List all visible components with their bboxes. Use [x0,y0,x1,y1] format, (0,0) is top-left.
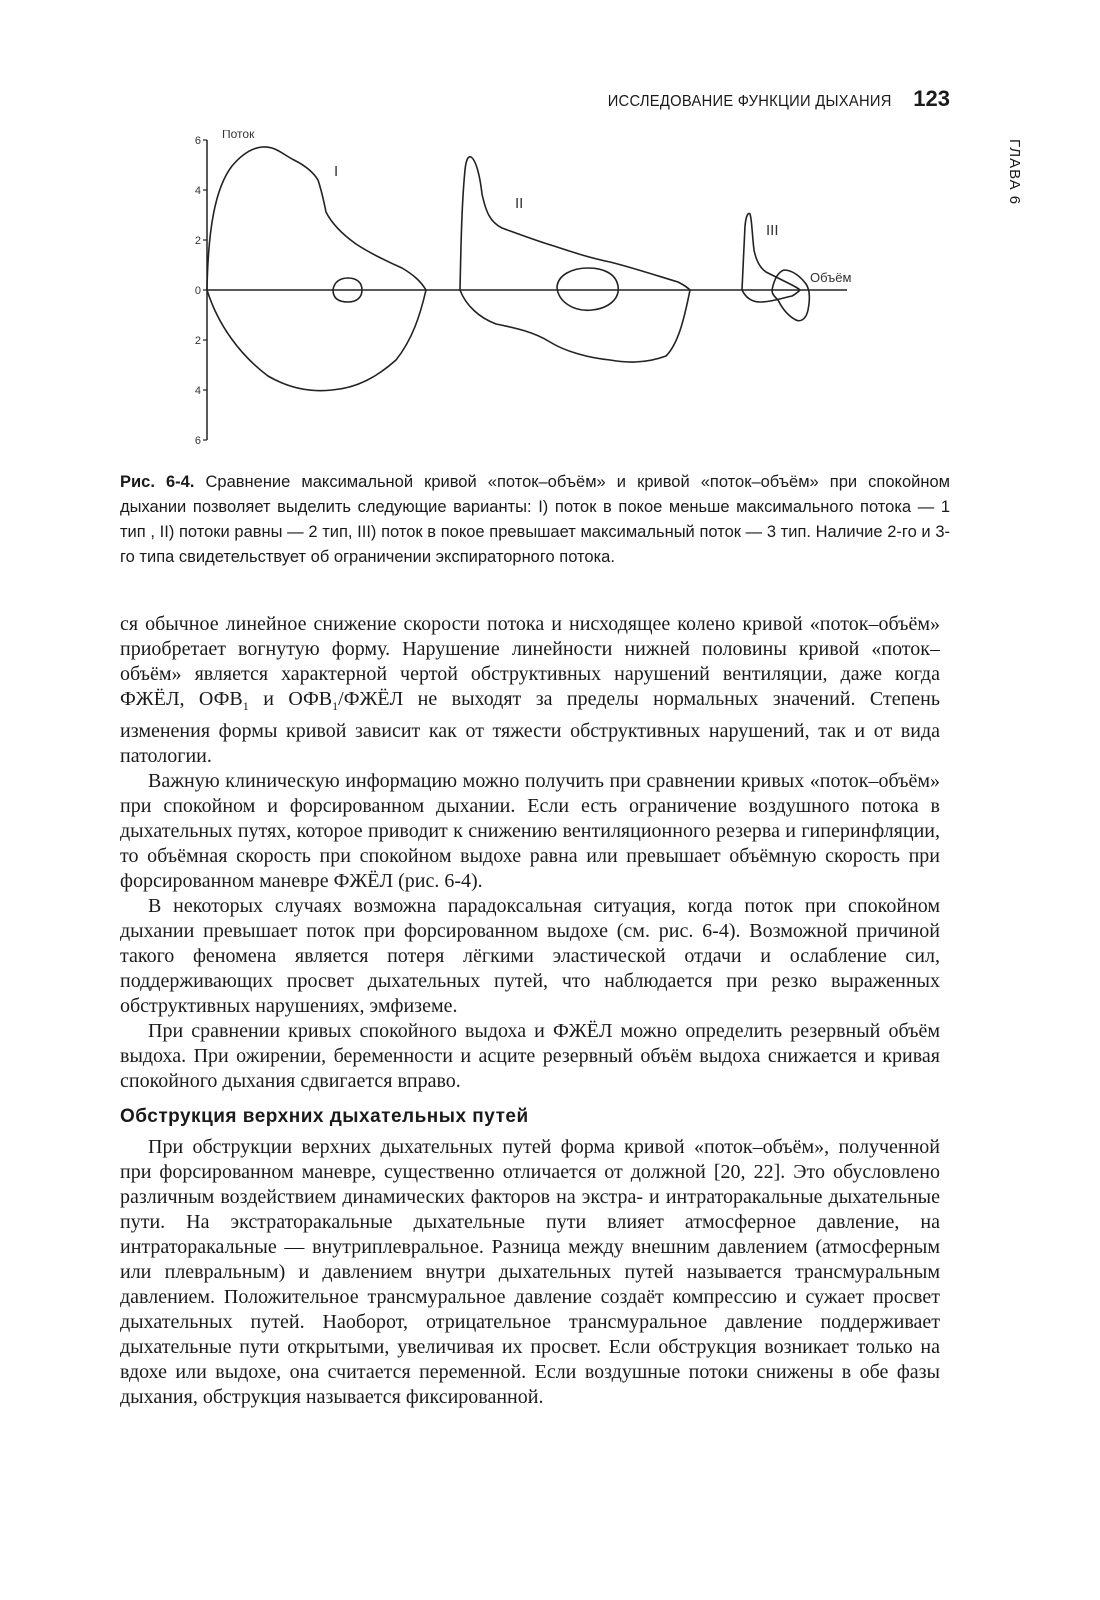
chapter-tab: ГЛАВА 6 [1006,139,1023,206]
y-axis-label: Поток [222,130,255,141]
flow-volume-plot [190,130,870,460]
paragraph: ся обычное линейное снижение скорости потока и нисходящее колено кривой «поток–объём» приобретает вогнутую форму. Нарушение линейности нижней половины кривой «поток–объём» является характерной чертой обструктивных нарушений вентиляции, даже когда ФЖЁЛ, $ОФВ_1$ и $ОФВ_1$/ФЖЁЛ не выходят за пределы нормальных значений. Степень изменения формы кривой зависит как от тяжести обструктивных нарушений, так и от вида патологии. [120,613,940,767]
paragraph: В некоторых случаях возможна парадоксальная ситуация, когда поток при спокойном дыхании превышает поток при форсированном выдохе (см. рис. 6-4). Возможной причиной такого феномена является потеря лёгкими эластической отдачи и ослабление сил, поддерживающих просвет дыхательных путей, что наблюдается при резко выраженных обструктивных нарушениях, эмфиземе. [120,895,940,1017]
paragraph: При обструкции верхних дыхательных путей форма кривой «поток–объём», полученной при форсированном маневре, существенно отличается от должной [20, 22]. Это обусловлено различным воздействием динамических факторов на экстра- и интраторакальные дыхательные пути. На экстраторакальные дыхательные пути влияет атмосферное давление, на интраторакальные — внутриплевральное. Разница между внешним давлением (атмосферным или плевральным) и давлением внутри дыхательных путей называется трансмуральным давлением. Положительное трансмуральное давление создаёт компрессию и сужает просвет дыхательных путей. Наоборот, отрицательное трансмуральное давление поддерживает дыхательные пути открытыми, увеличивая их просвет. Если обструкция возникает только на вдохе или выдохе, она считается переменной. Если воздушные потоки снижены в обе фазы дыхания, обструкция называется фиксированной. [120,1136,940,1408]
y-tick-label: 2 [194,235,201,247]
figure-caption [120,470,950,570]
figure-caption-label: Рис. 6-4. [120,473,195,491]
running-title: ИССЛЕДОВАНИЕ ФУНКЦИИ ДЫХАНИЯ [607,93,892,110]
page-number: 123 [913,86,950,111]
paragraph: Важную клиническую информацию можно получить при сравнении кривых «поток–объём» при спокойном и форсированном дыхании. Если есть ограничение воздушного потока в дыхательных путях, которое приводит к снижению вентиляционного резерва и гиперинфляции, то объёмная скорость при спокойном выдохе равна или превышает объёмную скорость при форсированном маневре ФЖЁЛ (рис. 6-4). [120,770,940,892]
figure-caption-text: Сравнение максимальной кривой «поток–объём» и кривой «поток–объём» при спокойном дыхании позволяет выделить следующие варианты: I) поток в покое меньше максимального потока — 1 тип , II) потоки равны — 2 тип, III) поток в покое превышает максимальный поток — 3 тип. Наличие 2-го и 3-го типа свидетельствует об ограничении экспираторного потока. [120,473,950,566]
flow-volume-figure [190,130,870,460]
curve-i-forced-inspiration [207,290,426,391]
paragraph: При сравнении кривых спокойного выдоха и ФЖЁЛ можно определить резервный объём выдоха. При ожирении, беременности и асците резервный объём выдоха снижается и кривая спокойного дыхания сдвигается вправо. [120,1020,940,1092]
y-tick-label: 2 [194,335,201,347]
y-tick-label: 6 [194,435,201,447]
y-tick-label: 0 [194,285,201,297]
section-heading: Обструкция верхних дыхательных путей [120,1106,529,1127]
curve-i-forced-expiration [207,147,426,290]
y-tick-label: 4 [194,185,201,197]
curve-ii-forced-inspiration [460,290,690,362]
y-tick-label: 6 [194,135,201,147]
x-axis-label: Объём [810,270,852,285]
article-body [120,612,940,1410]
curve-iii-forced-inspiration [742,290,800,302]
curve-label-ii: II [515,195,524,212]
curve-ii-tidal-loop [557,268,618,310]
curve-label-i: I [334,163,339,180]
y-tick-label: 4 [194,385,201,397]
page-header [560,86,950,112]
curve-label-iii: III [766,222,779,239]
